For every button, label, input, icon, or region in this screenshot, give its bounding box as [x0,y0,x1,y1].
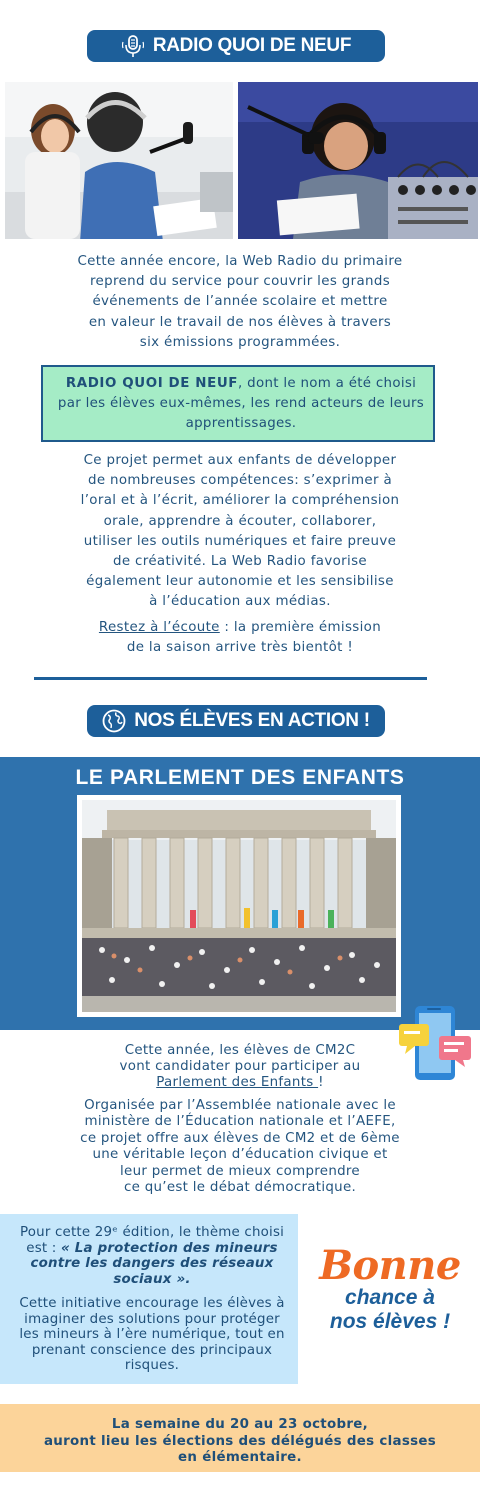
parlement-intro-end: ! [318,1075,324,1090]
parlement-link[interactable]: Parlement des Enfants [156,1075,319,1090]
radio-highlight-name: RADIO QUOI DE NEUF [65,376,239,391]
radio-skills-text [40,451,440,613]
globe-icon [102,709,126,733]
radio-photo-left [5,82,233,239]
radio-photo-right [238,82,478,239]
parlement-description-line: Organisée par l’Assemblée nationale avec le [84,1098,396,1113]
radio-intro-line: reprend du service pour couvrir les grands [89,274,391,290]
good-luck-heading: Bonne [319,1242,461,1289]
stay-tuned-line2: de la saison arrive très bientôt ! [126,640,354,656]
theme-initiative: Cette initiative encourage les élèves à imaginer des solutions pour protéger les mineurs à l’ère numérique, tout en prenant conscience des principaux risques. [19,1296,285,1373]
elections-line: auront lieu les élections des délégués des classes [43,1433,437,1449]
parlement-description-line: leur permet de mieux comprendre [120,1163,360,1179]
elections-line: en élémentaire. [178,1450,302,1465]
microphone-icon [121,34,145,58]
theme-title: « La protection des mineurs contre les dangers des réseaux sociaux ». [30,1240,278,1287]
action-section-header [87,705,385,737]
radio-intro-line: en valeur le travail de nos élèves à travers [88,314,392,330]
parlement-description [40,1098,440,1196]
elections-line: La semaine du 20 au 23 octobre, [111,1417,369,1432]
elections-banner [0,1404,480,1472]
radio-skills-line: orale, apprendre à écouter, collaborer, [103,513,377,529]
theme-lead-prefix: Pour cette 29ᵉ édition, le thème choisi est : [19,1225,285,1256]
good-luck-subtext [300,1286,480,1334]
good-luck-line: chance à [345,1286,435,1309]
parlement-intro-text [80,1043,400,1091]
radio-skills-line: à l’éducation aux médias. [149,594,331,610]
radio-skills-line: Ce projet permet aux enfants de développer [83,453,397,468]
stay-tuned-text [40,618,440,658]
theme-lead [18,1225,286,1287]
stay-tuned-rest: : la première émission [219,620,382,635]
radio-skills-line: de nombreuses compétences: s’exprimer à [87,473,393,489]
radio-intro-text [40,252,440,353]
radio-skills-line: utiliser les outils numériques et faire preuve [83,533,397,549]
parlement-description-line: ce qu’est le débat démocratique. [123,1180,357,1196]
radio-highlight-box [41,365,435,442]
section-divider [34,677,427,680]
parlement-intro-line: vont candidater pour participer au [119,1059,361,1074]
parlement-description-line: ministère de l’Éducation nationale et l’AEFE, [84,1114,396,1130]
radio-section-title: RADIO QUOI DE NEUF [152,35,352,56]
radio-skills-line: de créativité. La Web Radio favorise [113,554,367,570]
radio-skills-line: l’oral et à l’écrit, améliorer la compréhension [80,493,400,509]
parlement-description-line: une véritable leçon d’éducation civique et [92,1147,388,1163]
radio-section-header [87,30,385,62]
action-section-title: NOS ÉLÈVES EN ACTION ! [134,710,370,731]
stay-tuned-link[interactable]: Restez à l’écoute [98,620,220,635]
good-luck-line: nos élèves ! [329,1310,451,1333]
chat-phone-icon [399,1004,473,1082]
parlement-title: LE PARLEMENT DES ENFANTS [75,766,405,789]
radio-intro-line: événements de l’année scolaire et mettre [92,294,388,310]
radio-skills-line: également leur autonomie et les sensibilise [86,574,394,590]
parlement-photo [77,795,401,1017]
radio-highlight-text: , dont le nom a été choisi par les élèves eux-mêmes, les rend acteurs de leurs apprentissages. [57,376,425,431]
radio-intro-line: Cette année encore, la Web Radio du primaire [77,254,403,269]
theme-box [0,1214,298,1384]
parlement-description-line: ce projet offre aux élèves de CM2 et de 6ème [80,1130,400,1146]
radio-intro-line: six émissions programmées. [139,334,341,350]
parlement-intro-line: Cette année, les élèves de CM2C [124,1043,356,1058]
